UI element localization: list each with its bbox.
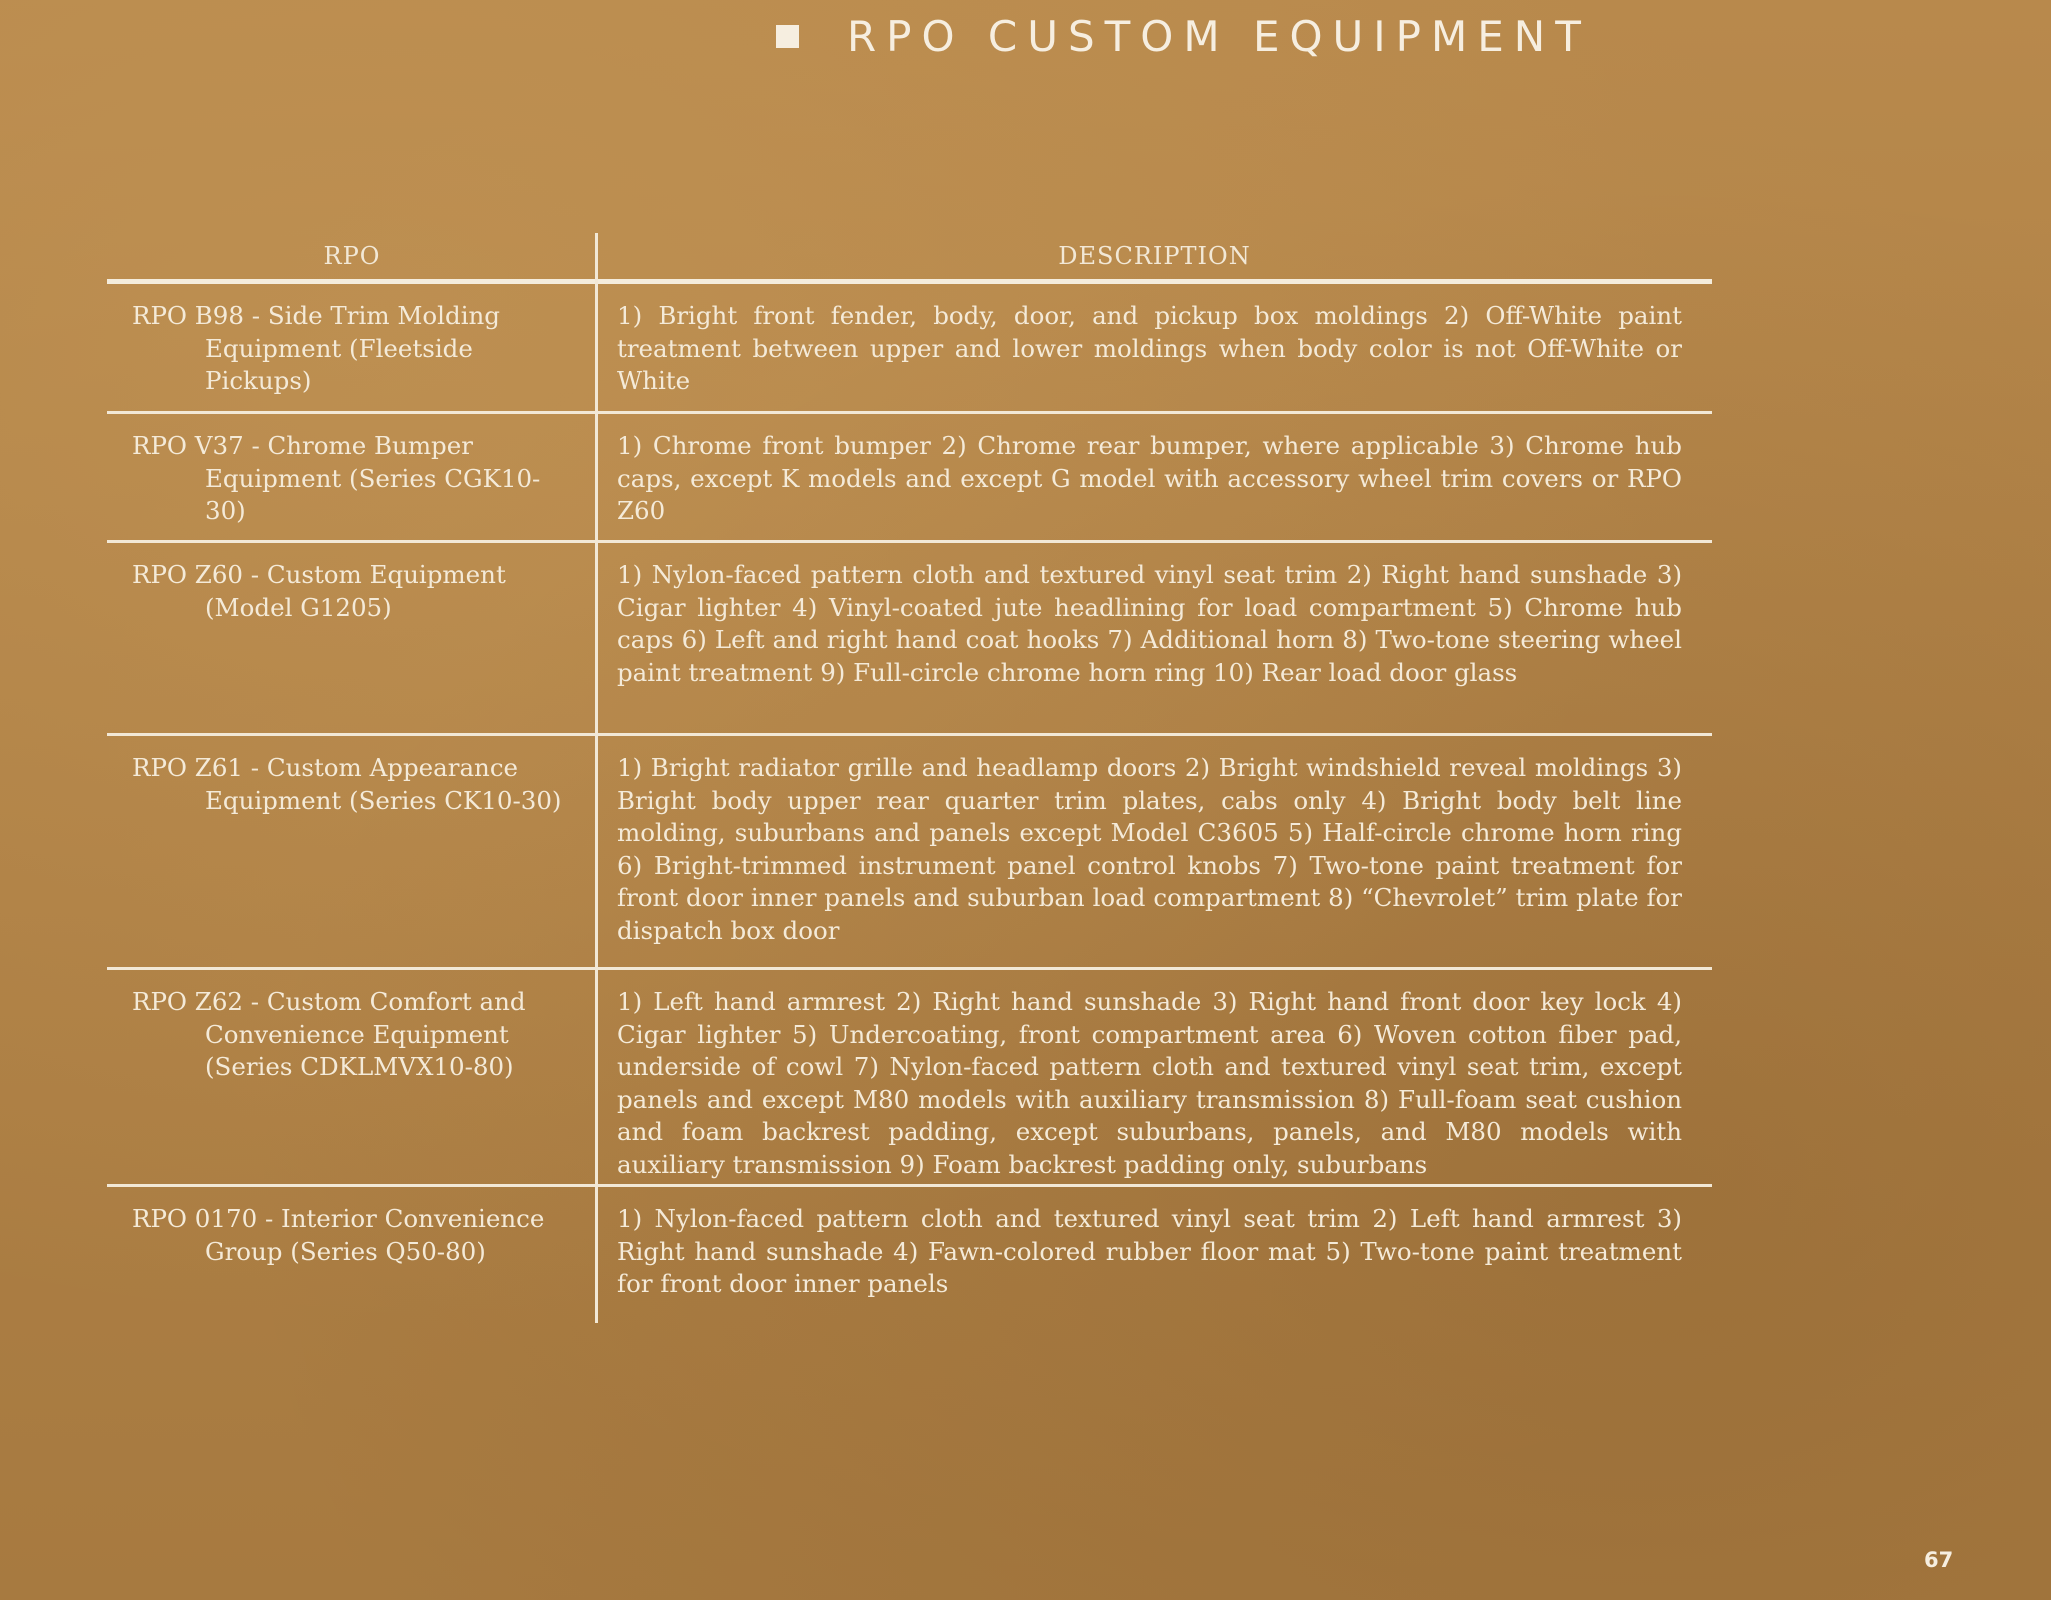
table-row <box>107 736 1712 970</box>
description-cell: 1) Chrome front bumper 2) Chrome rear bumper, where applicable 3) Chrome hub caps, except K models and except G model with accessory wheel trim covers or RPO Z60 <box>617 431 1682 525</box>
rpo-cell <box>107 300 597 411</box>
rpo-code: RPO Z60 - Custom Equipment <box>132 560 506 589</box>
rpo-table <box>107 233 1712 1317</box>
square-bullet-icon <box>776 25 799 48</box>
page-header <box>776 8 1591 64</box>
rpo-code: RPO Z62 - Custom Comfort and <box>132 987 526 1016</box>
rpo-code: RPO 0170 - Interior Convenience <box>132 1204 545 1233</box>
rpo-code: RPO V37 - Chrome Bumper <box>132 431 473 460</box>
rpo-title-rest: Convenience Equipment (Series CDKLMVX10-80) <box>205 1019 514 1081</box>
description-cell: 1) Bright radiator grille and headlamp doors 2) Bright windshield reveal moldings 3) Bright body upper rear quarter trim plates, cabs only 4) Bright body belt line molding, suburbans and panels except Model C3605 5) Half-circle chrome horn ring 6) Bright-trimmed instrument panel control knobs 7) Two-tone paint treatment for front door inner panels and suburban load compartment 8) “Chevrolet” trim plate for dispatch box door <box>617 753 1682 945</box>
table-row <box>107 543 1712 736</box>
rpo-cell <box>107 752 597 967</box>
rpo-title-rest: Equipment (Series CK10-30) <box>205 785 562 815</box>
description-cell: 1) Left hand armrest 2) Right hand sunshade 3) Right hand front door key lock 4) Cigar lighter 5) Undercoating, front compartment area 6) Woven cotton fiber pad, underside of cowl 7) Nylon-faced pattern cloth and textured vinyl seat trim, except panels and except M80 models with auxiliary transmission 8) Full-foam seat cushion and foam backrest padding, except suburbans, panels, and M80 models with auxiliary transmission 9) Foam backrest padding only, suburbans <box>617 987 1682 1179</box>
rpo-cell <box>107 986 597 1184</box>
description-cell: 1) Bright front fender, body, door, and pickup box moldings 2) Off-White paint treatment between upper and lower moldings when body color is not Off-White or White <box>617 301 1682 395</box>
rpo-title-rest: Group (Series Q50-80) <box>205 1236 486 1266</box>
rpo-code: RPO B98 - Side Trim Molding <box>132 301 500 330</box>
rpo-title-rest: Equipment (Fleetside Pickups) <box>205 333 473 395</box>
table-row <box>107 414 1712 543</box>
description-cell: 1) Nylon-faced pattern cloth and textured vinyl seat trim 2) Right hand sunshade 3) Cigar lighter 4) Vinyl-coated jute headlining for load compartment 5) Chrome hub caps 6) Left and right hand coat hooks 7) Additional horn 8) Two-tone steering wheel paint treatment 9) Full-circle chrome horn ring 10) Rear load door glass <box>617 560 1682 687</box>
rpo-title-rest: Equipment (Series CGK10-30) <box>205 463 541 525</box>
description-cell: 1) Nylon-faced pattern cloth and textured vinyl seat trim 2) Left hand armrest 3) Right hand sunshade 4) Fawn-colored rubber floor mat 5) Two-tone paint treatment for front door inner panels <box>617 1204 1682 1298</box>
table-row <box>107 970 1712 1187</box>
table-row <box>107 1187 1712 1317</box>
page-title: RPO CUSTOM EQUIPMENT <box>847 11 1591 61</box>
table-header-row <box>107 233 1712 284</box>
column-header-rpo: RPO <box>323 242 381 270</box>
rpo-code: RPO Z61 - Custom Appearance <box>132 753 519 782</box>
column-divider <box>595 233 598 1323</box>
column-header-description: DESCRIPTION <box>1058 242 1251 270</box>
rpo-cell <box>107 430 597 540</box>
rpo-cell <box>107 1203 597 1317</box>
rpo-cell <box>107 559 597 733</box>
table-row <box>107 284 1712 414</box>
rpo-title-rest: (Model G1205) <box>205 592 392 622</box>
page-number: 67 <box>1924 1548 1954 1572</box>
